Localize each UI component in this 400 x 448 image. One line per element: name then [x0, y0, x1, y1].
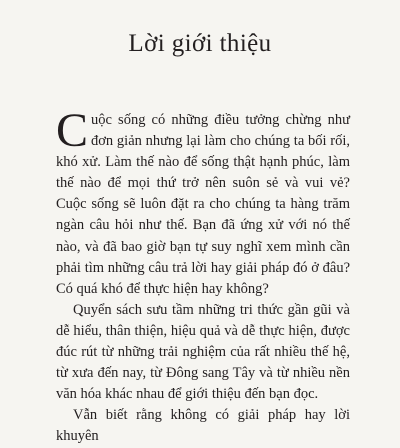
paragraph-1-text: uộc sống có những điều tưởng chừng như đơn giản nhưng lại làm cho chúng ta bối rối, khó xử. Làm thế nào để sống thật hạnh phúc, làm thế nào để mọi thứ trở nên suôn sẻ và vui vẻ? Cuộc sống sẽ luôn đặt ra cho chúng ta hàng trăm ngàn câu hỏi như thế. Bạn đã ứng xử với nó thế nào, và đã bao giờ bạn tự suy nghĩ xem mình cần phải tìm những câu trả lời hay giải pháp đó ở đâu? Có quá khó để thực hiện hay không?: [56, 112, 350, 297]
paragraph-2: Quyển sách sưu tầm những tri thức gần gũi và dễ hiểu, thân thiện, hiệu quả và dễ thực hiện, được đúc rút từ những trải nghiệm của rất nhiều thế hệ, từ xưa đến nay, từ Đông sang Tây và từ nhiều nền văn hóa khác nhau để giới thiệu đến bạn đọc.: [56, 301, 350, 403]
paragraph-1: [56, 104, 350, 300]
drop-cap: C: [56, 104, 89, 157]
paragraph-3: Vẫn biết rằng không có giải pháp hay lời khuyên: [56, 407, 350, 445]
chapter-title: Lời giới thiệu: [128, 30, 272, 57]
body-text: [56, 104, 350, 448]
